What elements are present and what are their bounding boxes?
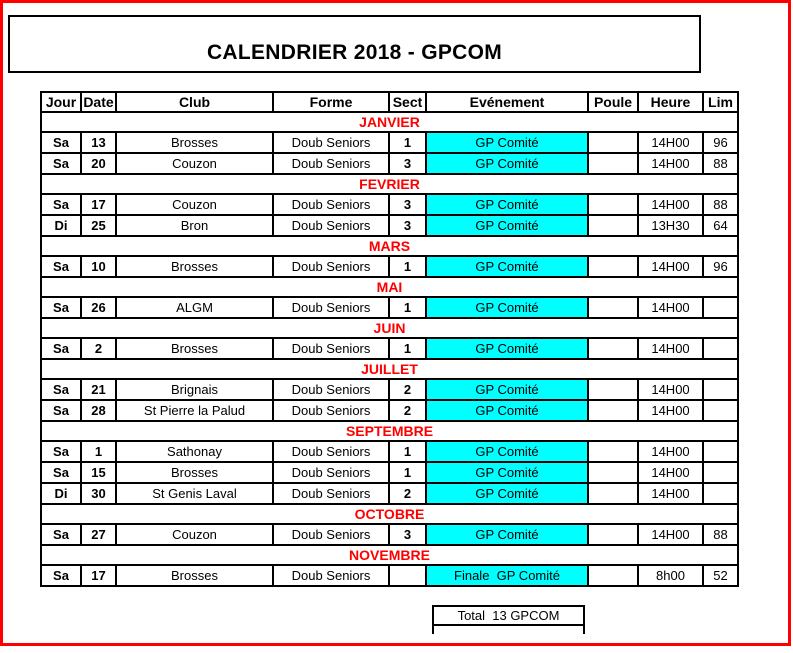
cell-sect: 1 xyxy=(389,256,426,277)
month-label: MARS xyxy=(41,236,738,256)
cell-lim: 64 xyxy=(703,215,738,236)
cell-date: 26 xyxy=(81,297,116,318)
cell-jour: Sa xyxy=(41,441,81,462)
cell-forme: Doub Seniors xyxy=(273,132,389,153)
cell-heure: 14H00 xyxy=(638,483,703,504)
cell-club: Sathonay xyxy=(116,441,273,462)
cell-sect: 3 xyxy=(389,194,426,215)
cell-forme: Doub Seniors xyxy=(273,194,389,215)
col-header-evenement: Evénement xyxy=(426,92,588,112)
cell-evenement: GP Comité xyxy=(426,524,588,545)
cell-poule xyxy=(588,565,638,586)
event-row xyxy=(41,379,738,400)
cell-lim: 52 xyxy=(703,565,738,586)
event-row xyxy=(41,483,738,504)
table-header-row xyxy=(41,92,738,112)
cell-forme: Doub Seniors xyxy=(273,483,389,504)
event-row xyxy=(41,256,738,277)
cell-club: Bron xyxy=(116,215,273,236)
cell-lim xyxy=(703,462,738,483)
cell-forme: Doub Seniors xyxy=(273,441,389,462)
month-label: FEVRIER xyxy=(41,174,738,194)
col-header-jour: Jour xyxy=(41,92,81,112)
cell-poule xyxy=(588,462,638,483)
month-row xyxy=(41,277,738,297)
cell-jour: Sa xyxy=(41,194,81,215)
cell-evenement: GP Comité xyxy=(426,132,588,153)
cell-club: St Pierre la Palud xyxy=(116,400,273,421)
cell-date: 17 xyxy=(81,565,116,586)
cell-heure: 14H00 xyxy=(638,524,703,545)
cell-sect: 3 xyxy=(389,524,426,545)
cell-poule xyxy=(588,194,638,215)
cell-lim xyxy=(703,379,738,400)
month-row xyxy=(41,318,738,338)
cell-poule xyxy=(588,132,638,153)
col-header-poule: Poule xyxy=(588,92,638,112)
cell-evenement: GP Comité xyxy=(426,400,588,421)
month-label: JANVIER xyxy=(41,112,738,132)
cell-sect: 1 xyxy=(389,338,426,359)
event-row xyxy=(41,132,738,153)
cell-club: St Genis Laval xyxy=(116,483,273,504)
cell-club: Couzon xyxy=(116,153,273,174)
cell-poule xyxy=(588,297,638,318)
total-label: Total 13 GPCOM xyxy=(457,608,560,623)
month-row xyxy=(41,174,738,194)
month-row xyxy=(41,359,738,379)
event-row xyxy=(41,338,738,359)
cell-date: 25 xyxy=(81,215,116,236)
cell-heure: 14H00 xyxy=(638,132,703,153)
cell-club: Brignais xyxy=(116,379,273,400)
cell-lim xyxy=(703,483,738,504)
event-row xyxy=(41,400,738,421)
cell-club: Couzon xyxy=(116,194,273,215)
cell-poule xyxy=(588,441,638,462)
cell-date: 10 xyxy=(81,256,116,277)
cell-poule xyxy=(588,483,638,504)
cell-lim xyxy=(703,338,738,359)
cell-heure: 14H00 xyxy=(638,338,703,359)
cell-lim xyxy=(703,400,738,421)
cell-sect: 1 xyxy=(389,132,426,153)
month-label: JUIN xyxy=(41,318,738,338)
cell-jour: Sa xyxy=(41,153,81,174)
month-row xyxy=(41,421,738,441)
event-row xyxy=(41,297,738,318)
cell-date: 28 xyxy=(81,400,116,421)
month-label: SEPTEMBRE xyxy=(41,421,738,441)
title-box xyxy=(8,15,701,73)
cell-forme: Doub Seniors xyxy=(273,338,389,359)
month-label: MAI xyxy=(41,277,738,297)
col-header-date: Date xyxy=(81,92,116,112)
cell-lim: 88 xyxy=(703,524,738,545)
cell-sect: 2 xyxy=(389,400,426,421)
cell-evenement: GP Comité xyxy=(426,194,588,215)
event-row xyxy=(41,441,738,462)
cell-poule xyxy=(588,524,638,545)
cell-club: Couzon xyxy=(116,524,273,545)
cell-date: 2 xyxy=(81,338,116,359)
cell-lim: 88 xyxy=(703,194,738,215)
cell-jour: Sa xyxy=(41,338,81,359)
cell-club: Brosses xyxy=(116,338,273,359)
total-box xyxy=(432,605,585,626)
cell-evenement: GP Comité xyxy=(426,441,588,462)
cell-heure: 14H00 xyxy=(638,379,703,400)
cell-lim xyxy=(703,297,738,318)
cell-forme: Doub Seniors xyxy=(273,256,389,277)
cell-lim xyxy=(703,441,738,462)
cell-jour: Sa xyxy=(41,524,81,545)
cell-evenement: GP Comité xyxy=(426,297,588,318)
event-row xyxy=(41,153,738,174)
cell-jour: Sa xyxy=(41,256,81,277)
col-header-sect: Sect xyxy=(389,92,426,112)
cell-jour: Di xyxy=(41,215,81,236)
cell-evenement: GP Comité xyxy=(426,153,588,174)
cell-poule xyxy=(588,153,638,174)
cell-jour: Sa xyxy=(41,297,81,318)
cell-forme: Doub Seniors xyxy=(273,400,389,421)
event-row xyxy=(41,215,738,236)
cell-evenement: GP Comité xyxy=(426,462,588,483)
event-row xyxy=(41,565,738,586)
cell-date: 21 xyxy=(81,379,116,400)
cell-forme: Doub Seniors xyxy=(273,153,389,174)
month-label: NOVEMBRE xyxy=(41,545,738,565)
cell-evenement: Finale GP Comité xyxy=(426,565,588,586)
cell-date: 15 xyxy=(81,462,116,483)
cell-forme: Doub Seniors xyxy=(273,215,389,236)
month-row xyxy=(41,112,738,132)
cell-forme: Doub Seniors xyxy=(273,297,389,318)
col-header-lim: Lim xyxy=(703,92,738,112)
cell-poule xyxy=(588,256,638,277)
cell-date: 27 xyxy=(81,524,116,545)
cell-sect: 1 xyxy=(389,297,426,318)
cell-lim: 88 xyxy=(703,153,738,174)
cell-jour: Sa xyxy=(41,400,81,421)
cell-evenement: GP Comité xyxy=(426,338,588,359)
cell-poule xyxy=(588,400,638,421)
cell-forme: Doub Seniors xyxy=(273,462,389,483)
cell-lim: 96 xyxy=(703,132,738,153)
cell-heure: 14H00 xyxy=(638,194,703,215)
cell-sect: 3 xyxy=(389,153,426,174)
cell-date: 17 xyxy=(81,194,116,215)
page-title: CALENDRIER 2018 - GPCOM xyxy=(206,41,503,64)
cell-forme: Doub Seniors xyxy=(273,524,389,545)
cell-jour: Di xyxy=(41,483,81,504)
cell-date: 20 xyxy=(81,153,116,174)
cell-sect: 1 xyxy=(389,441,426,462)
cell-club: ALGM xyxy=(116,297,273,318)
cell-heure: 14H00 xyxy=(638,400,703,421)
cell-sect: 3 xyxy=(389,215,426,236)
cell-sect xyxy=(389,565,426,586)
cell-heure: 14H00 xyxy=(638,441,703,462)
cell-evenement: GP Comité xyxy=(426,379,588,400)
cell-forme: Doub Seniors xyxy=(273,379,389,400)
cell-sect: 2 xyxy=(389,379,426,400)
cell-jour: Sa xyxy=(41,132,81,153)
month-label: OCTOBRE xyxy=(41,504,738,524)
cell-evenement: GP Comité xyxy=(426,256,588,277)
cell-club: Brosses xyxy=(116,256,273,277)
month-label: JUILLET xyxy=(41,359,738,379)
event-row xyxy=(41,462,738,483)
cell-heure: 14H00 xyxy=(638,462,703,483)
cell-club: Brosses xyxy=(116,132,273,153)
month-row xyxy=(41,236,738,256)
cell-poule xyxy=(588,338,638,359)
total-box-stub xyxy=(432,626,585,634)
cell-date: 1 xyxy=(81,441,116,462)
cell-heure: 13H30 xyxy=(638,215,703,236)
event-row xyxy=(41,194,738,215)
cell-poule xyxy=(588,215,638,236)
cell-evenement: GP Comité xyxy=(426,215,588,236)
cell-date: 13 xyxy=(81,132,116,153)
cell-sect: 1 xyxy=(389,462,426,483)
month-row xyxy=(41,504,738,524)
event-row xyxy=(41,524,738,545)
cell-club: Brosses xyxy=(116,565,273,586)
cell-club: Brosses xyxy=(116,462,273,483)
cell-heure: 14H00 xyxy=(638,153,703,174)
cell-jour: Sa xyxy=(41,462,81,483)
cell-sect: 2 xyxy=(389,483,426,504)
col-header-club: Club xyxy=(116,92,273,112)
col-header-forme: Forme xyxy=(273,92,389,112)
cell-date: 30 xyxy=(81,483,116,504)
cell-lim: 96 xyxy=(703,256,738,277)
cell-jour: Sa xyxy=(41,379,81,400)
cell-evenement: GP Comité xyxy=(426,483,588,504)
month-row xyxy=(41,545,738,565)
col-header-heure: Heure xyxy=(638,92,703,112)
cell-poule xyxy=(588,379,638,400)
cell-heure: 14H00 xyxy=(638,256,703,277)
calendar-table xyxy=(40,91,739,587)
cell-heure: 14H00 xyxy=(638,297,703,318)
cell-jour: Sa xyxy=(41,565,81,586)
cell-heure: 8h00 xyxy=(638,565,703,586)
cell-forme: Doub Seniors xyxy=(273,565,389,586)
